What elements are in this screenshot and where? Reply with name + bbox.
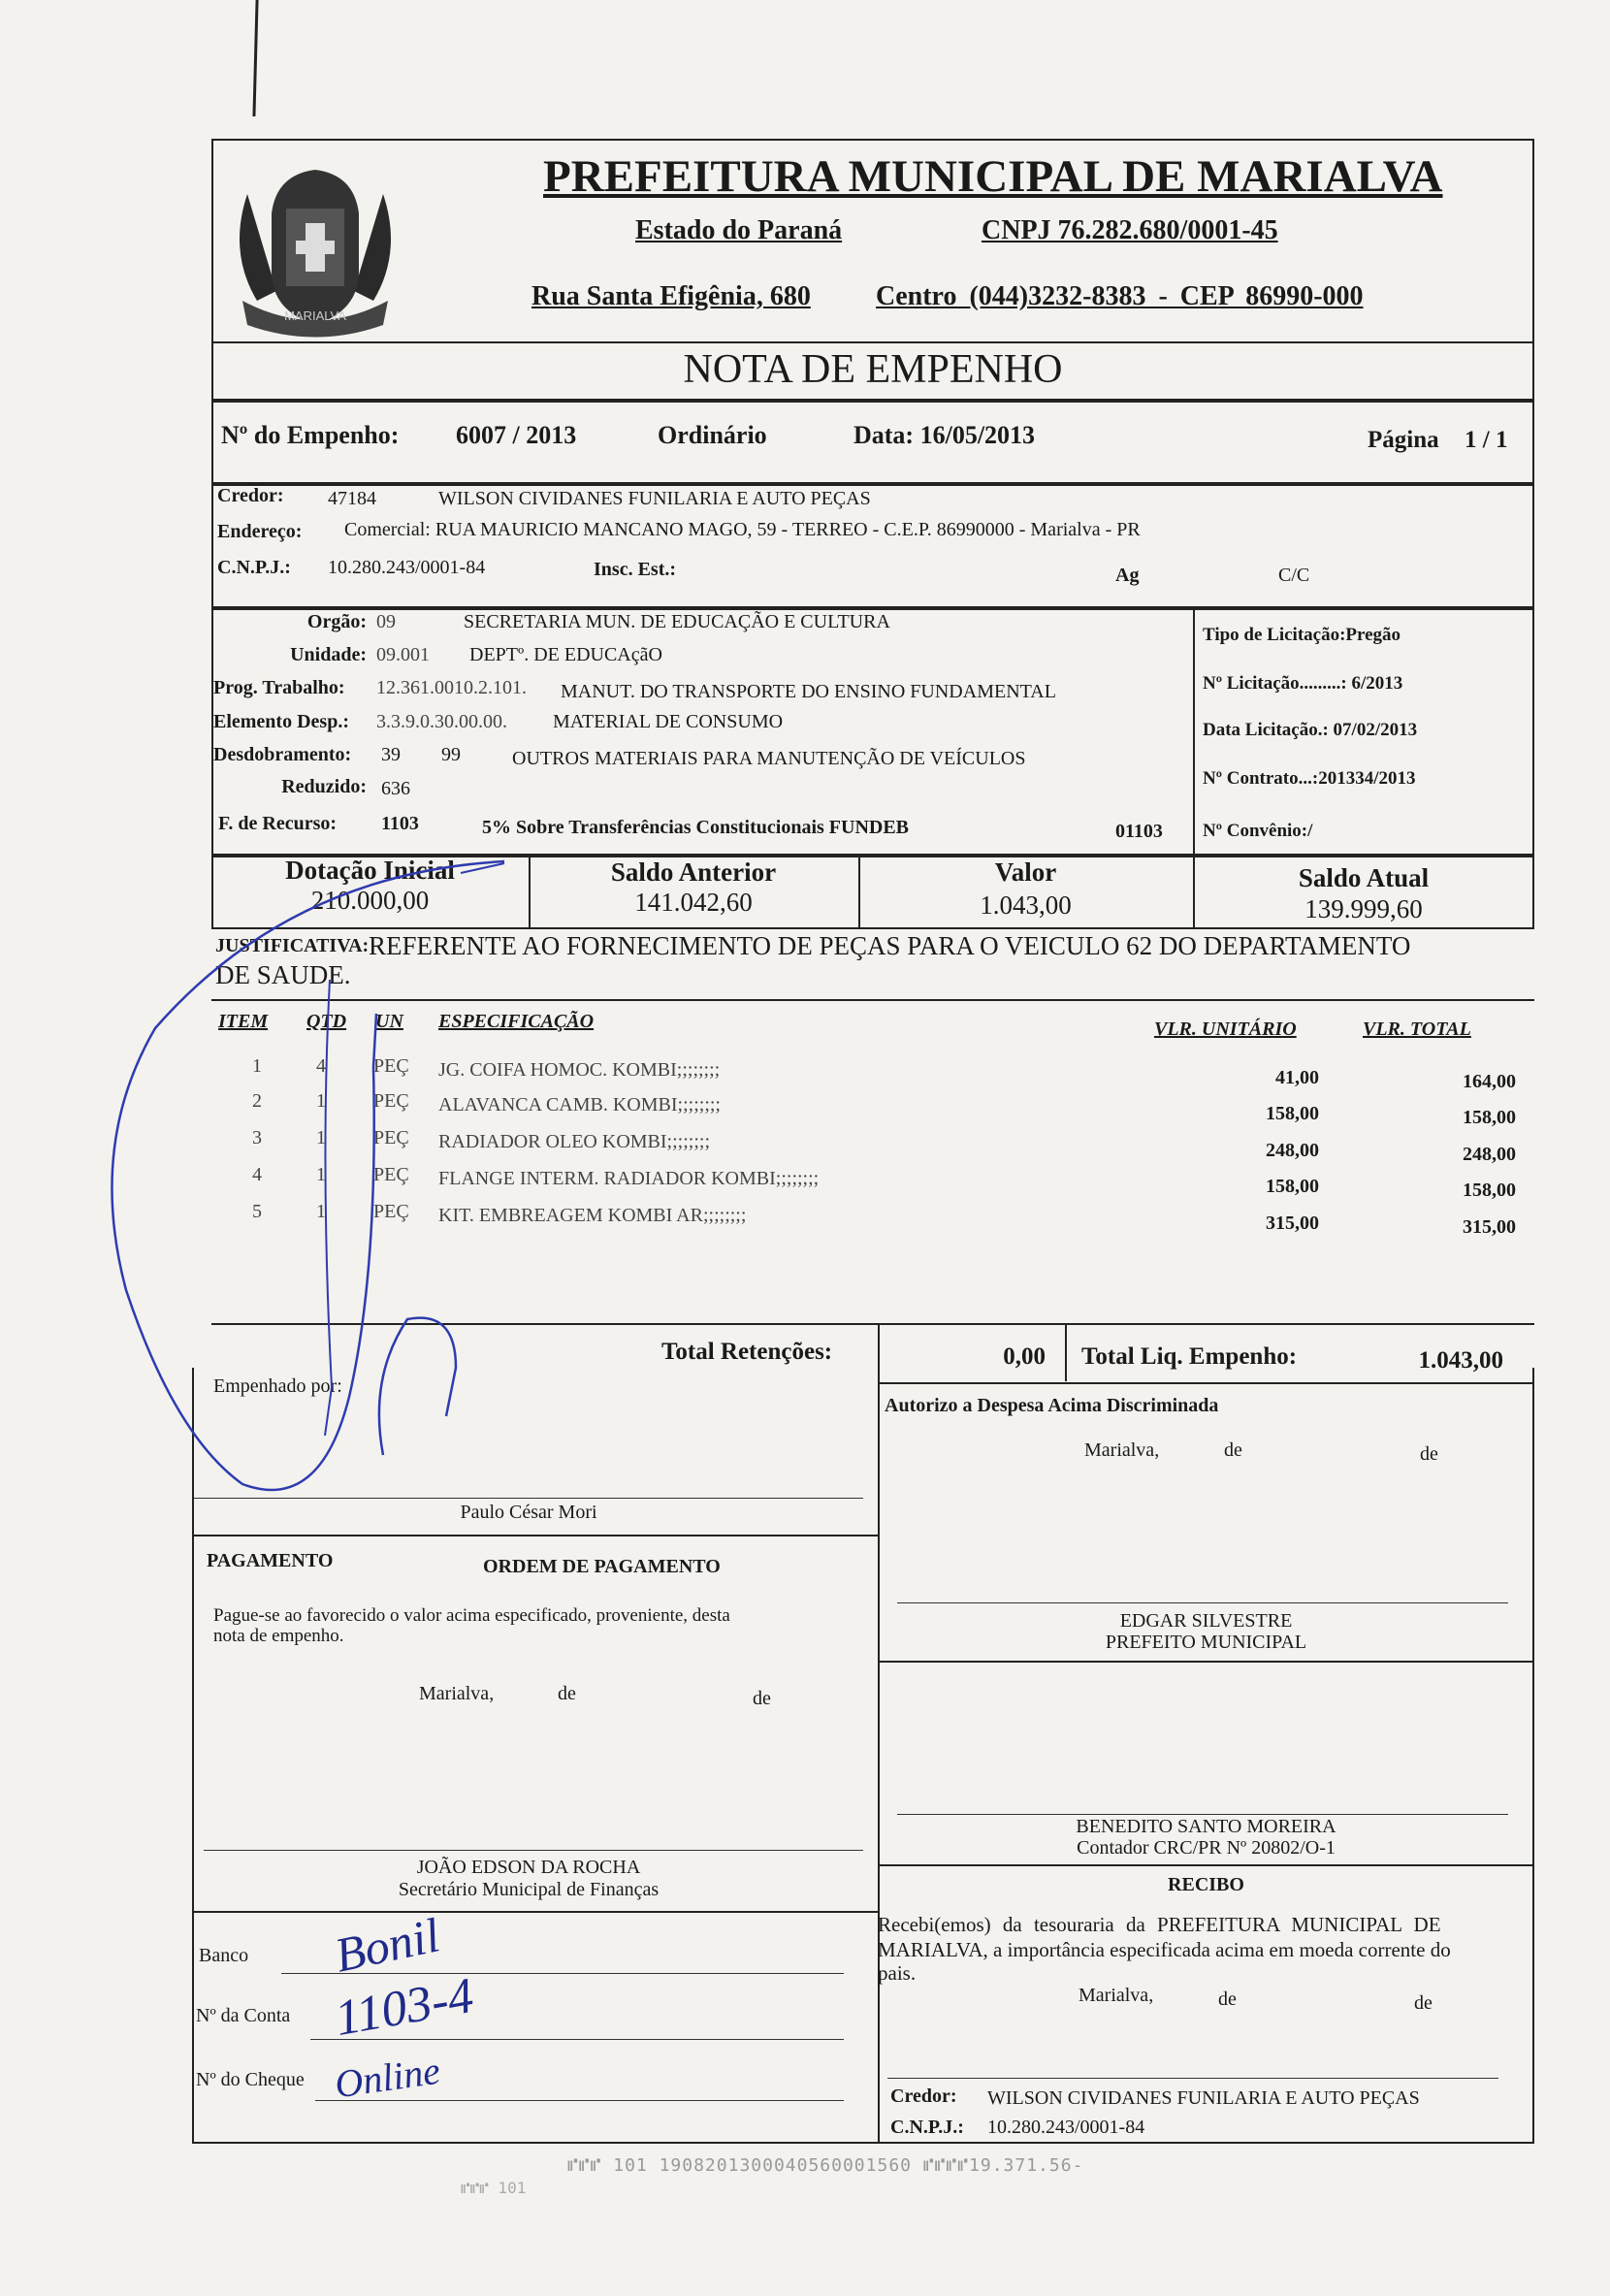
bank-top-line bbox=[192, 1911, 878, 1913]
row-total: 158,00 bbox=[1463, 1180, 1516, 1201]
items-top-line bbox=[211, 999, 1534, 1001]
prog-label: Prog. Trabalho: bbox=[213, 677, 345, 698]
page-label: Página bbox=[1368, 427, 1439, 453]
empenho-number-label: Nº do Empenho: bbox=[221, 421, 400, 449]
recibo-cnpj-label: C.N.P.J.: bbox=[890, 2117, 964, 2138]
recibo-title: RECIBO bbox=[1168, 1874, 1244, 1895]
empenhado-signature-line bbox=[194, 1498, 863, 1499]
row-desc: JG. COIFA HOMOC. KOMBI;;;;;;;; bbox=[438, 1059, 721, 1081]
retencoes-value: 0,00 bbox=[1003, 1343, 1046, 1370]
row-desc: KIT. EMBREAGEM KOMBI AR;;;;;;;; bbox=[438, 1205, 747, 1226]
unidade-label: Unidade: bbox=[290, 644, 367, 665]
cnpj-label: C.N.P.J.: bbox=[217, 557, 291, 578]
prog-name: MANUT. DO TRANSPORTE DO ENSINO FUNDAMENTAL bbox=[561, 681, 1056, 702]
licitacao-data: Data Licitação.: 07/02/2013 bbox=[1203, 720, 1418, 740]
recibo-top-line bbox=[878, 1864, 1534, 1866]
saldo-atual-label: Saldo Atual bbox=[1298, 863, 1430, 892]
recibo-cnpj: 10.280.243/0001-84 bbox=[987, 2117, 1145, 2138]
row-qtd: 1 bbox=[316, 1090, 326, 1112]
conta-label: Nº da Conta bbox=[196, 2005, 291, 2026]
autorizo-de-2: de bbox=[1420, 1443, 1438, 1465]
orgao-name: SECRETARIA MUN. DE EDUCAÇÃO E CULTURA bbox=[464, 611, 890, 632]
pagamento-de-2: de bbox=[753, 1688, 771, 1709]
empenho-type: Ordinário bbox=[658, 421, 767, 449]
desdobramento-a: 39 bbox=[381, 744, 401, 765]
elemento-code: 3.3.9.0.30.00.00. bbox=[376, 711, 507, 732]
recibo-text-2: MARIALVA, a importância especificada acima em moeda corrente do bbox=[878, 1938, 1451, 1961]
pagamento-text-1: Pague-se ao favorecido o valor acima especificado, proveniente, desta bbox=[213, 1605, 730, 1626]
liq-empenho-value: 1.043,00 bbox=[1418, 1347, 1503, 1374]
saldo-anterior-value: 141.042,60 bbox=[634, 888, 753, 917]
reduzido-value: 636 bbox=[381, 778, 410, 799]
recibo-signature-line bbox=[887, 2078, 1498, 2079]
justificativa-label: JUSTIFICATIVA: bbox=[215, 935, 370, 956]
contador-signature-line bbox=[897, 1814, 1508, 1815]
recibo-credor-label: Credor: bbox=[890, 2086, 957, 2107]
lower-vertical-divider bbox=[878, 1381, 880, 2144]
cc-label: C/C bbox=[1278, 565, 1310, 586]
row-qtd: 4 bbox=[316, 1055, 326, 1077]
autorizo-place: Marialva, bbox=[1084, 1439, 1160, 1461]
valor-value: 1.043,00 bbox=[980, 890, 1072, 920]
coat-of-arms-logo bbox=[218, 155, 412, 340]
pagamento-top-line bbox=[192, 1535, 878, 1536]
unidade-code: 09.001 bbox=[376, 644, 430, 665]
col-item: ITEM bbox=[218, 1011, 269, 1032]
recurso-code: 1103 bbox=[381, 813, 419, 834]
row-unit: 158,00 bbox=[1266, 1176, 1319, 1197]
row-un: PEÇ bbox=[373, 1127, 409, 1148]
prefeito-signature-line bbox=[897, 1602, 1508, 1603]
orgao-code: 09 bbox=[376, 611, 396, 632]
dotacao-label: Dotação Inicial bbox=[285, 856, 455, 885]
row-un: PEÇ bbox=[373, 1201, 409, 1222]
recurso-label: F. de Recurso: bbox=[218, 813, 338, 834]
recibo-de-2: de bbox=[1414, 1992, 1433, 2014]
row-unit: 158,00 bbox=[1266, 1103, 1319, 1124]
banco-label: Banco bbox=[199, 1945, 249, 1966]
budget-divider bbox=[1193, 608, 1195, 856]
nota-empenho-title: NOTA DE EMPENHO bbox=[683, 347, 1063, 392]
recibo-place: Marialva, bbox=[1079, 1985, 1154, 2006]
conta-line bbox=[310, 2039, 844, 2040]
row-qtd: 1 bbox=[316, 1201, 326, 1222]
contrato-numero: Nº Contrato...:201334/2013 bbox=[1203, 768, 1416, 789]
licitacao-tipo: Tipo de Licitação:Pregão bbox=[1203, 625, 1401, 645]
row-qtd: 1 bbox=[316, 1127, 326, 1148]
col-especificacao: ESPECIFICAÇÃO bbox=[438, 1011, 595, 1032]
row-un: PEÇ bbox=[373, 1090, 409, 1112]
cheque-line bbox=[315, 2100, 844, 2101]
cheque-handwriting: Online bbox=[332, 2048, 443, 2107]
orgao-label: Orgão: bbox=[306, 611, 367, 632]
creditor-code: 47184 bbox=[328, 488, 376, 509]
row-item: 4 bbox=[252, 1164, 262, 1185]
insc-label: Insc. Est.: bbox=[594, 559, 677, 580]
row-unit: 248,00 bbox=[1266, 1140, 1319, 1161]
desdobramento-name: OUTROS MATERIAIS PARA MANUTENÇÃO DE VEÍCULOS bbox=[512, 748, 1026, 769]
creditor-box bbox=[211, 484, 1534, 608]
recurso-name: 5% Sobre Transferências Constitucionais FUNDEB bbox=[482, 817, 910, 838]
row-desc: RADIADOR OLEO KOMBI;;;;;;;; bbox=[438, 1131, 710, 1152]
pagamento-place: Marialva, bbox=[419, 1683, 495, 1704]
empenho-date: Data: 16/05/2013 bbox=[853, 421, 1036, 449]
creditor-label: Credor: bbox=[217, 485, 284, 506]
prefeitura-title: PREFEITURA MUNICIPAL DE MARIALVA bbox=[543, 151, 1443, 202]
col-vlr-total: VLR. TOTAL bbox=[1363, 1019, 1471, 1040]
empenho-number: 6007 / 2013 bbox=[456, 421, 577, 449]
recibo-text-3: pais. bbox=[878, 1961, 917, 1985]
dotacao-value: 210.000,00 bbox=[310, 886, 430, 915]
justificativa-text-1: REFERENTE AO FORNECIMENTO DE PEÇAS PARA O VEICULO 62 DO DEPARTAMENTO bbox=[369, 931, 1411, 960]
pagamento-label: PAGAMENTO bbox=[207, 1550, 334, 1571]
row-total: 158,00 bbox=[1463, 1107, 1516, 1128]
empenhado-por-label: Empenhado por: bbox=[213, 1375, 342, 1397]
col-vlr-unitario: VLR. UNITÁRIO bbox=[1154, 1019, 1297, 1040]
prefeito-role: PREFEITO MUNICIPAL bbox=[1105, 1632, 1307, 1653]
col-un: UN bbox=[375, 1011, 403, 1032]
row-total: 248,00 bbox=[1463, 1144, 1516, 1165]
reduzido-label: Reduzido: bbox=[281, 776, 367, 797]
unidade-name: DEPTº. DE EDUCAçãO bbox=[469, 644, 662, 665]
secretario-role: Secretário Municipal de Finanças bbox=[398, 1879, 660, 1900]
col-qtd: QTD bbox=[306, 1011, 347, 1032]
liq-empenho-label: Total Liq. Empenho: bbox=[1081, 1343, 1298, 1370]
desdobramento-label: Desdobramento: bbox=[213, 744, 352, 765]
address-label: Endereço: bbox=[217, 521, 303, 542]
street-address: Rua Santa Efigênia, 680 bbox=[531, 281, 811, 311]
saldo-anterior-label: Saldo Anterior bbox=[610, 857, 777, 887]
creditor-name: WILSON CIVIDANES FUNILARIA E AUTO PEÇAS bbox=[438, 488, 871, 509]
retencoes-label: Total Retenções: bbox=[661, 1339, 833, 1365]
creditor-cnpj: 10.280.243/0001-84 bbox=[328, 557, 486, 578]
row-un: PEÇ bbox=[373, 1164, 409, 1185]
row-desc: ALAVANCA CAMB. KOMBI;;;;;;;; bbox=[438, 1094, 721, 1116]
valor-label: Valor bbox=[994, 857, 1057, 887]
recibo-de-1: de bbox=[1218, 1989, 1237, 2010]
conta-handwriting: 1103-4 bbox=[331, 1967, 478, 2048]
page-number: 1 / 1 bbox=[1465, 427, 1508, 453]
pagamento-de-1: de bbox=[558, 1683, 576, 1704]
row-qtd: 1 bbox=[316, 1164, 326, 1185]
contador-name: BENEDITO SANTO MOREIRA bbox=[1076, 1816, 1336, 1837]
recurso-num: 01103 bbox=[1115, 821, 1163, 842]
micr-line: ⑈⑈⑈ 101 1908201300040560001560 ⑈⑈⑈⑈19.371.56- bbox=[567, 2155, 1084, 2176]
totals-top-line bbox=[211, 1323, 1534, 1325]
recibo-credor: WILSON CIVIDANES FUNILARIA E AUTO PEÇAS bbox=[987, 2087, 1420, 2109]
autorizo-text: Autorizo a Despesa Acima Discriminada bbox=[885, 1395, 1219, 1416]
svg-text:MARIALVA: MARIALVA bbox=[284, 308, 346, 323]
prog-code: 12.361.0010.2.101. bbox=[376, 677, 527, 698]
desdobramento-b: 99 bbox=[441, 744, 461, 765]
creditor-address: Comercial: RUA MAURICIO MANCANO MAGO, 59 - TERREO - C.E.P. 86990000 - Marialva - PR bbox=[344, 519, 1141, 540]
prefeito-bottom-line bbox=[878, 1661, 1534, 1663]
secretario-signature-line bbox=[204, 1850, 863, 1851]
elemento-label: Elemento Desp.: bbox=[213, 711, 349, 732]
contador-role: Contador CRC/PR Nº 20802/O-1 bbox=[1077, 1837, 1336, 1859]
row-unit: 315,00 bbox=[1266, 1213, 1319, 1234]
convenio-numero: Nº Convênio:/ bbox=[1203, 821, 1313, 841]
autorizo-de-1: de bbox=[1224, 1439, 1242, 1461]
empenhado-name: Paulo César Mori bbox=[460, 1502, 597, 1523]
micr-stamp: ⑈⑈⑈ 101 bbox=[461, 2179, 527, 2197]
estado-label: Estado do Paraná bbox=[635, 215, 843, 245]
row-item: 5 bbox=[252, 1201, 262, 1222]
row-un: PEÇ bbox=[373, 1055, 409, 1077]
justificativa-text-2: DE SAUDE. bbox=[215, 960, 351, 989]
saldo-atual-value: 139.999,60 bbox=[1304, 894, 1423, 923]
ag-label: Ag bbox=[1115, 565, 1140, 586]
row-desc: FLANGE INTERM. RADIADOR KOMBI;;;;;;;; bbox=[438, 1168, 820, 1189]
row-unit: 41,00 bbox=[1275, 1067, 1319, 1088]
row-item: 1 bbox=[252, 1055, 262, 1077]
scan-margin-line bbox=[252, 0, 258, 116]
ordem-pagamento-label: ORDEM DE PAGAMENTO bbox=[483, 1556, 721, 1577]
prefeito-name: EDGAR SILVESTRE bbox=[1119, 1610, 1293, 1632]
prefeitura-cnpj: CNPJ 76.282.680/0001-45 bbox=[982, 215, 1278, 245]
recibo-text-1: Recebi(emos) da tesouraria da PREFEITURA MUNICIPAL DE bbox=[878, 1913, 1441, 1936]
secretario-name: JOÃO EDSON DA ROCHA bbox=[416, 1857, 641, 1878]
banco-handwriting: Bonil bbox=[330, 1907, 444, 1983]
row-total: 315,00 bbox=[1463, 1216, 1516, 1238]
row-item: 2 bbox=[252, 1090, 262, 1112]
address-contact: Centro (044)3232-8383 - CEP 86990-000 bbox=[876, 281, 1364, 311]
licitacao-numero: Nº Licitação.........: 6/2013 bbox=[1203, 673, 1403, 694]
pagamento-text-2: nota de empenho. bbox=[213, 1626, 344, 1646]
cheque-label: Nº do Cheque bbox=[196, 2069, 305, 2090]
row-total: 164,00 bbox=[1463, 1071, 1516, 1092]
elemento-name: MATERIAL DE CONSUMO bbox=[553, 711, 784, 732]
row-item: 3 bbox=[252, 1127, 262, 1148]
